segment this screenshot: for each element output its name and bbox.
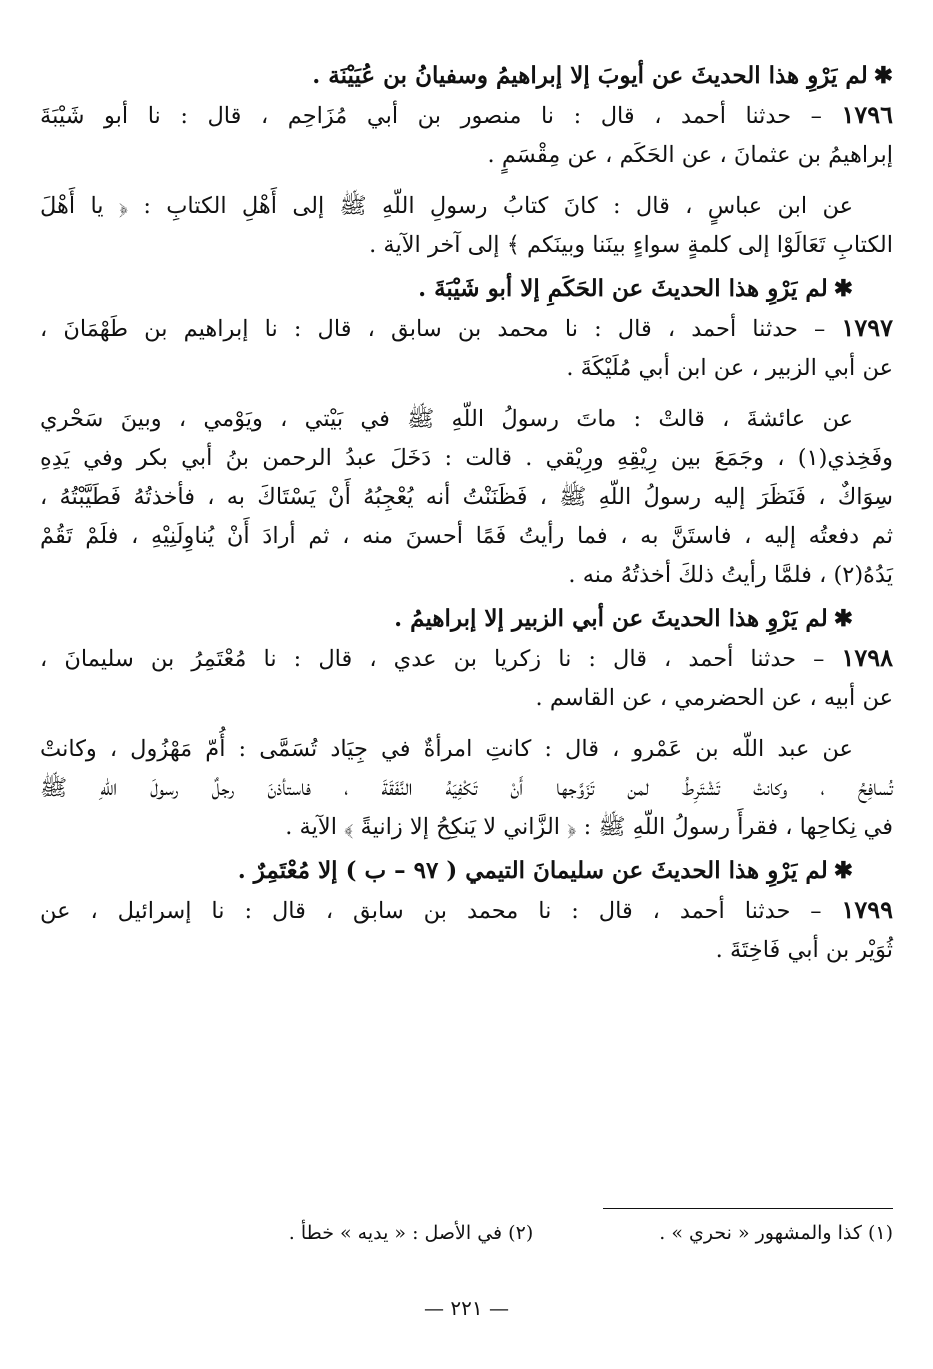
hadith-matn-line: سِوَاكٌ ، فَنَظَرَ إليه رسولُ اللّهِ ﷺ ، فَظَنَنْتُ أنه يُعْجِبُهُ أَنْ يَسْتَاكَ به ، فأخذتُهُ فَطَيَّبْتُهُ ،: [40, 484, 893, 510]
hadith-isnad-line: عن أبي الزبير ، عن ابن أبي مُلَيْكَةَ .: [566, 355, 893, 381]
isnad-text: – حدثنا أحمد ، قال : نا محمد بن سابق ، قال : نا إسرائيل ، عن: [40, 898, 822, 924]
narration-note: [40, 56, 893, 95]
hadith-number: ١٧٩٦: [841, 100, 893, 129]
asterisk-icon: ✱: [833, 857, 853, 884]
hadith-number: ١٧٩٨: [841, 643, 894, 672]
hadith-matn-line: عن عبد اللّه بن عَمْرو ، قال : كانتِ امرأةٌ في جِيَاد تُسَمَّى : أُمّ مَهْزُول ، وكانتْ: [40, 736, 853, 762]
footnote-divider: [603, 1208, 893, 1209]
hadith-isnad-line: [40, 638, 893, 679]
hadith-matn-line: عن ابن عباسٍ ، قال : كانَ كتابُ رسولِ اللّهِ ﷺ إلى أَهْلِ الكتابِ : ﴿ يا أَهْلَ: [40, 193, 853, 219]
hadith-matn-line: ثم دفعتُه إليه ، فاستَنَّ به ، فما رأيتُ فَمًا أحسنَ منه ، ثم أرادَ أَنْ يُناوِلَنِيْهِ ، فلَمْ تَقُمْ: [40, 523, 893, 549]
narration-note: [40, 851, 893, 890]
isnad-text: – حدثنا أحمد ، قال : نا زكريا بن عدي ، قال : نا مُعْتَمِرُ بن سليمانَ ،: [40, 646, 825, 672]
hadith-matn-line: عن عائشةَ ، قالتْ : ماتَ رسولُ اللّهِ ﷺ في بَيْتي ، ويَوْمي ، وبينَ سَحْري: [40, 406, 853, 432]
hadith-matn-line: تُسافِحُ ، وكانتْ تَشْتَرِطُ لمن تَزَوَّجها أَنْ تَكْفِيَهُ النَّفَقَةَ ، فاستأذنَ رجلٌ رسولَ اللّهِ ﷺ: [40, 775, 893, 801]
hadith-isnad-line: ثُوَيْر بن أبي فَاخِتَةَ .: [715, 937, 893, 963]
isnad-text: – حدثنا أحمد ، قال : نا محمد بن سابق ، قال : نا إبراهيم بن طَهْمَانَ ،: [40, 316, 826, 342]
hadith-number: ١٧٩٩: [841, 895, 893, 924]
note-text: لم يَرْوِ هذا الحديثَ عن الحَكَمِ إلا أبو شَيْبَةَ .: [418, 275, 828, 302]
hadith-isnad-line: عن أبيه ، عن الحضرمي ، عن القاسم .: [535, 685, 893, 711]
hadith-number: ١٧٩٧: [841, 313, 893, 342]
hadith-isnad-line: [40, 95, 893, 136]
note-text: لم يَرْوِ هذا الحديثَ عن أيوبَ إلا إبراهيمُ وسفيانُ بن عُيَيْنَة .: [312, 62, 868, 89]
hadith-matn-line: يَدُهُ(٢) ، فلمَّا رأيتُ ذلكَ أخذتُهُ منه .: [568, 562, 893, 588]
hadith-matn-line: وفَخِذي(١) ، وجَمَعَ بين رِيْقِهِ ورِيْقي . قالت : دَخَلَ عبدُ الرحمن بنُ أبي بكر وفي يَدِهِ: [40, 445, 893, 471]
footnotes: [120, 1218, 893, 1248]
isnad-text: – حدثنا أحمد ، قال : نا منصور بن أبي مُزَاحِم ، قال : نا أبو شَيْبَةَ: [40, 103, 822, 129]
hadith-matn-line: في نِكاحِها ، فقرأَ رسولُ اللّهِ ﷺ : ﴿ الزَّاني لا يَنكِحُ إلا زانيةً ﴾ الآية .: [285, 814, 893, 840]
narration-note: [40, 269, 893, 308]
page-number: — ٢٢١ —: [424, 1296, 509, 1320]
hadith-isnad-line: [40, 890, 893, 931]
footnote-2: (٢) في الأصل : « يديه » خطأ .: [288, 1222, 534, 1244]
narration-note: [40, 599, 893, 638]
hadith-isnad-line: [40, 308, 893, 349]
hadith-matn-line: الكتابِ تَعَالَوْا إلى كلمةٍ سواءٍ بينَنا وبينَكم ﴾ إلى آخر الآية .: [369, 232, 893, 258]
note-text: لم يَرْوِ هذا الحديثَ عن سليمانَ التيمي ( ٩٧ – ب ) إلا مُعْتَمِرٌ .: [237, 857, 828, 884]
asterisk-icon: ✱: [833, 605, 853, 632]
note-text: لم يَرْوِ هذا الحديثَ عن أبي الزبير إلا إبراهيمُ .: [394, 605, 828, 632]
asterisk-icon: ✱: [873, 62, 893, 89]
footnote-1: (١) كذا والمشهور « نحري » .: [659, 1222, 893, 1244]
asterisk-icon: ✱: [833, 275, 853, 302]
hadith-isnad-line: إبراهيمُ بن عثمانَ ، عن الحَكَم ، عن مِقْسَمٍ .: [487, 142, 893, 168]
